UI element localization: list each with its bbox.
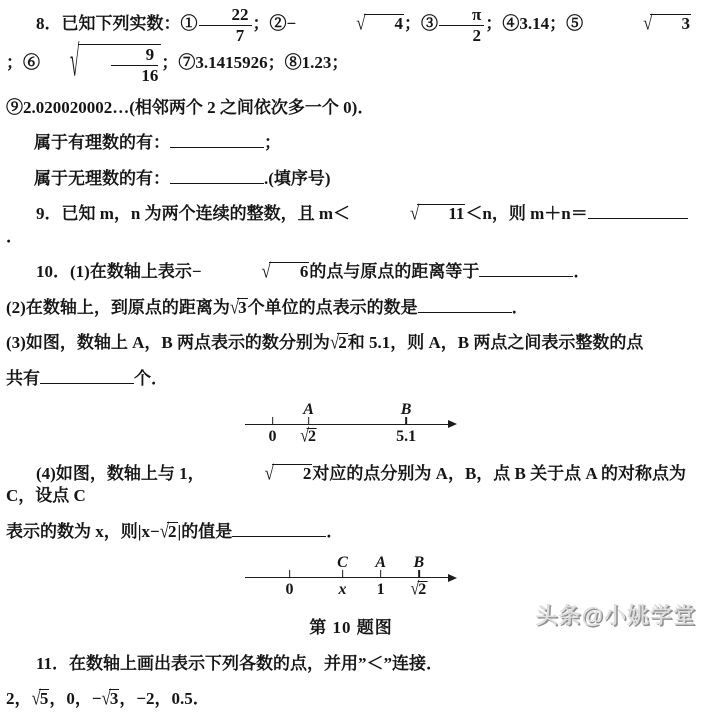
sqrt-expression <box>102 688 120 710</box>
fraction-denominator: 16 <box>141 66 159 85</box>
point-label: B <box>413 554 425 572</box>
text-run: ；③ <box>404 13 439 33</box>
radicand: 2 <box>307 427 316 445</box>
q8-item-9 <box>6 97 696 119</box>
radicand: 2 <box>418 581 427 599</box>
value-label <box>396 428 416 446</box>
text-run: 8．已知下列实数：① <box>36 13 198 33</box>
answer-blank <box>232 521 326 537</box>
radical-sign-icon: √ <box>643 11 653 35</box>
fraction-denominator: 7 <box>235 26 245 45</box>
text-run: .(填序号) <box>264 168 331 188</box>
sqrt-expression <box>583 13 691 35</box>
text-run: ；④3.14；⑤ <box>485 13 584 33</box>
answer-blank <box>40 368 134 384</box>
q11-number-list <box>6 688 696 710</box>
text-run: (3)如图，数轴上 A，B 两点表示的数分别为 <box>6 333 330 353</box>
sqrt-expression <box>300 425 317 447</box>
q8-rational-answer-line <box>6 132 696 154</box>
text-run: ⑨2.020020002…(相邻两个 2 之间依次多一个 0)． <box>6 98 375 117</box>
value-label <box>410 581 427 599</box>
tick-mark <box>380 570 382 578</box>
value-label <box>339 581 347 599</box>
radical-sign-icon: √ <box>159 519 170 542</box>
value-label <box>286 581 294 599</box>
fraction-numerator: 22 <box>199 6 252 26</box>
tick-mark <box>418 570 420 578</box>
text-run: 属于无理数的有： <box>34 168 170 188</box>
point-label: A <box>303 400 314 418</box>
radical-sign-icon: √ <box>70 37 80 86</box>
radical-sign-icon: √ <box>410 201 420 225</box>
text-run: ＜n，则 m＋n＝ <box>465 204 588 224</box>
fraction <box>439 6 484 44</box>
text-run: 个． <box>134 368 168 388</box>
text-run: 属于有理数的有： <box>34 133 170 153</box>
answer-blank <box>170 168 264 184</box>
fraction-denominator: 2 <box>472 26 481 45</box>
radical-sign-icon: √ <box>101 686 111 710</box>
text-run: 对应的点分别为 A，B，点 B 关于点 A 的对称点为 C，设点 C <box>6 463 686 506</box>
sqrt-expression <box>230 297 248 319</box>
radicand: 3 <box>650 14 691 33</box>
text-run: ，0，− <box>49 689 102 709</box>
radicand: 3 <box>109 689 119 709</box>
point-label: A <box>375 554 387 572</box>
radicand <box>78 44 161 84</box>
text-run: (2)在数轴上，到原点的距离为 <box>6 297 230 317</box>
sqrt-expression <box>160 521 178 543</box>
radicand: 2 <box>338 333 347 353</box>
answer-blank <box>418 297 512 313</box>
text-run: ；②− <box>252 13 297 33</box>
sqrt-expression <box>205 463 313 485</box>
q10-part1-statement <box>6 261 696 283</box>
radical-sign-icon: √ <box>300 425 309 447</box>
sqrt-expression <box>32 688 50 710</box>
text-run: 1 <box>376 581 385 599</box>
tick-mark <box>342 570 344 578</box>
tick-mark <box>289 570 291 578</box>
text-run: ． <box>326 521 344 541</box>
radicand: 3 <box>238 297 247 317</box>
fraction <box>111 46 158 84</box>
sqrt-expression <box>410 581 427 599</box>
radicand: 5 <box>39 689 49 709</box>
text-run: 个单位的点表示的数是 <box>247 297 418 317</box>
q10-part4-answer-line <box>6 521 696 543</box>
text-run: 10．(1)在数轴上表示− <box>36 262 202 282</box>
tick-mark <box>308 417 310 425</box>
sqrt-expression <box>296 13 404 35</box>
fraction-numerator: π <box>439 6 484 26</box>
watermark: 头条@小姚学堂 <box>535 603 696 628</box>
value-label <box>377 581 385 599</box>
sqrt-expression <box>330 332 348 354</box>
radicand: 2 <box>272 464 313 483</box>
radicand: 11 <box>417 204 465 223</box>
q9-statement <box>6 203 696 248</box>
text-run: ． <box>573 262 591 282</box>
q10-part2-statement <box>6 297 696 319</box>
radical-sign-icon: √ <box>329 330 340 354</box>
radical-sign-icon: √ <box>31 686 41 710</box>
radical-sign-icon: √ <box>264 461 274 485</box>
point-label: B <box>400 400 412 418</box>
radicand: 4 <box>364 14 405 33</box>
q10-part3-answer-line <box>6 368 696 390</box>
text-run: 9．已知 m，n 为两个连续的整数，且 m＜ <box>36 204 351 224</box>
text-run: ． <box>6 226 23 246</box>
text-run: ；⑥ <box>6 52 40 72</box>
text-run: 11．在数轴上画出表示下列各数的点，并用”＜”连接． <box>36 653 444 673</box>
value-label <box>300 425 317 447</box>
figure-caption: 第 10 题图 <box>309 618 393 638</box>
text-run: (4)如图，数轴上与 1， <box>36 463 205 483</box>
radical-sign-icon: √ <box>229 295 240 318</box>
text-run: ． <box>511 297 529 317</box>
fraction-numerator: 9 <box>111 46 158 66</box>
q11-statement <box>6 653 696 675</box>
text-run: ，−2，0.5． <box>119 689 210 709</box>
q8-irrational-answer-line <box>6 168 696 190</box>
sqrt-expression <box>40 37 161 86</box>
text-run: ； <box>264 133 281 153</box>
radical-sign-icon: √ <box>410 579 420 600</box>
answer-blank <box>170 132 264 148</box>
sqrt-expression <box>350 203 465 225</box>
text-run: 表示的数为 x，则|x− <box>6 521 160 541</box>
q8-statement <box>6 6 696 84</box>
text-run: 5.1 <box>396 427 417 445</box>
tick-mark <box>405 417 407 425</box>
sqrt-expression <box>202 261 310 283</box>
text-run: 共有 <box>6 368 40 388</box>
text-run: 0 <box>268 427 277 445</box>
text-run: 0 <box>285 581 294 599</box>
arrow-right-icon <box>448 574 457 582</box>
text-run: ；⑦3.1415926；⑧1.23； <box>161 52 349 72</box>
tick-mark <box>272 417 274 425</box>
answer-blank <box>588 203 688 219</box>
answer-blank <box>479 261 573 277</box>
point-label: C <box>337 554 348 572</box>
text-run: x <box>338 581 347 599</box>
arrow-right-icon <box>448 420 457 428</box>
text-run: 2， <box>6 689 32 709</box>
text-run: 的点与原点的距离等于 <box>309 262 480 282</box>
number-line-figure-q10-4 <box>245 555 457 603</box>
radicand: 6 <box>269 262 310 281</box>
q10-part4-statement <box>6 463 696 508</box>
q10-part3-statement <box>6 332 696 354</box>
value-label <box>269 428 277 446</box>
radicand: 2 <box>168 521 177 541</box>
radical-sign-icon: √ <box>261 259 271 283</box>
radical-sign-icon: √ <box>356 11 366 35</box>
fraction <box>199 6 252 44</box>
text-run: 和 5.1，则 A，B 两点之间表示整数的点 <box>347 333 644 353</box>
number-line-axis <box>245 424 450 425</box>
number-line-figure-q10-3 <box>245 402 457 450</box>
text-run: |的值是 <box>177 521 233 541</box>
